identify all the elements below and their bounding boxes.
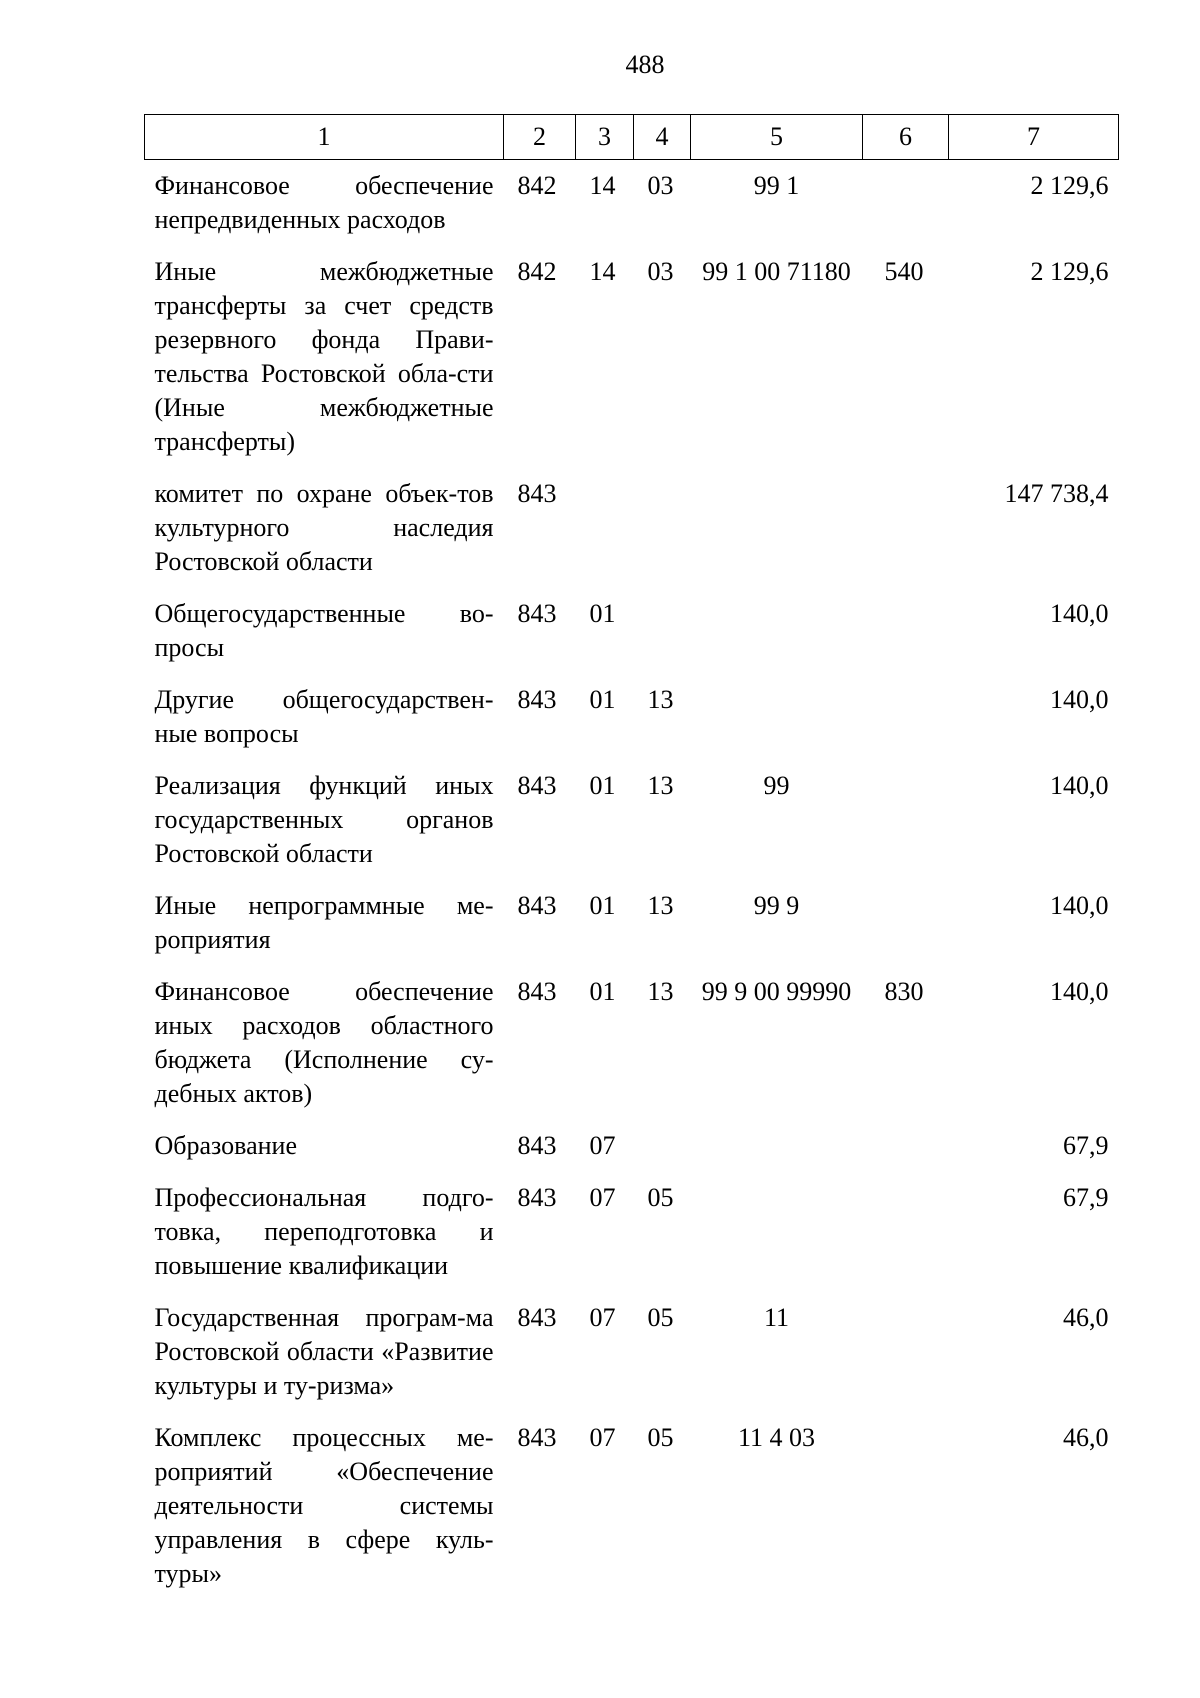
row-amount: 2 129,6	[1030, 171, 1109, 200]
row-amount: 2 129,6	[1030, 257, 1109, 286]
row-section-code: 14	[589, 171, 616, 200]
table-row	[145, 588, 1119, 674]
budget-table	[144, 114, 1119, 1600]
row-section-code: 01	[589, 599, 616, 628]
column-header-1: 1	[145, 115, 504, 160]
row-target-article-code: 99	[763, 771, 790, 800]
table-row	[145, 1120, 1119, 1172]
row-expense-type-code: 830	[884, 977, 924, 1006]
row-section-code: 01	[589, 977, 616, 1006]
row-ministry-code: 843	[517, 977, 557, 1006]
row-name: Другие общегосударствен-ные вопросы	[154, 685, 494, 748]
row-amount: 46,0	[1063, 1423, 1109, 1452]
row-target-article-code: 11	[763, 1303, 790, 1332]
column-header-6: 6	[863, 115, 949, 160]
row-target-article-code: 99 1	[753, 171, 800, 200]
row-ministry-code: 843	[517, 479, 557, 508]
row-ministry-code: 843	[517, 1131, 557, 1160]
row-name: Финансовое обеспечение непредвиденных расходов	[154, 171, 494, 234]
row-subsection-code	[634, 588, 691, 674]
row-ministry-code: 843	[517, 771, 557, 800]
row-expense-type-code	[863, 1412, 949, 1600]
row-section-code	[576, 468, 634, 588]
column-header-7: 7	[949, 115, 1119, 160]
row-amount: 140,0	[1050, 771, 1109, 800]
row-expense-type-code	[863, 1172, 949, 1292]
page-number: 488	[625, 50, 665, 79]
row-name: Общегосударственные во-просы	[154, 599, 494, 662]
row-section-code: 07	[589, 1423, 616, 1452]
row-section-code: 14	[589, 257, 616, 286]
row-name: Государственная програм-ма Ростовской области «Развитие культуры и ту-ризма»	[154, 1303, 494, 1400]
row-amount: 140,0	[1050, 977, 1109, 1006]
row-subsection-code: 05	[647, 1303, 674, 1332]
row-subsection-code: 13	[647, 891, 674, 920]
row-subsection-code	[634, 468, 691, 588]
row-ministry-code: 842	[517, 171, 557, 200]
column-header-2: 2	[504, 115, 576, 160]
row-amount: 140,0	[1050, 891, 1109, 920]
row-section-code: 01	[589, 771, 616, 800]
row-target-article-code	[691, 1172, 863, 1292]
row-expense-type-code	[863, 160, 949, 247]
row-target-article-code: 11 4 03	[737, 1423, 816, 1452]
row-name: Образование	[154, 1131, 298, 1160]
row-target-article-code: 99 1 00 71180	[702, 257, 851, 286]
row-target-article-code	[691, 674, 863, 760]
row-amount: 67,9	[1063, 1131, 1109, 1160]
row-amount: 67,9	[1063, 1183, 1109, 1212]
row-target-article-code	[691, 588, 863, 674]
row-section-code: 07	[589, 1183, 616, 1212]
row-ministry-code: 843	[517, 685, 557, 714]
row-name: Реализация функций иных государственных органов Ростовской области	[154, 771, 494, 868]
row-section-code: 01	[589, 685, 616, 714]
row-ministry-code: 843	[517, 1183, 557, 1212]
table-row	[145, 1292, 1119, 1412]
table-header-row	[145, 115, 1119, 160]
table-row	[145, 1172, 1119, 1292]
table-row	[145, 1412, 1119, 1600]
row-subsection-code: 13	[647, 685, 674, 714]
row-ministry-code: 842	[517, 257, 557, 286]
row-ministry-code: 843	[517, 1303, 557, 1332]
column-header-5: 5	[691, 115, 863, 160]
row-subsection-code: 03	[647, 257, 674, 286]
column-header-4: 4	[634, 115, 691, 160]
row-expense-type-code: 540	[884, 257, 924, 286]
row-amount: 147 738,4	[1004, 479, 1109, 508]
row-ministry-code: 843	[517, 599, 557, 628]
row-ministry-code: 843	[517, 891, 557, 920]
table-row	[145, 468, 1119, 588]
row-target-article-code: 99 9	[753, 891, 800, 920]
row-name: Финансовое обеспечение иных расходов областного бюджета (Исполнение су-дебных актов)	[154, 977, 494, 1108]
row-subsection-code: 13	[647, 771, 674, 800]
row-expense-type-code	[863, 1292, 949, 1412]
row-section-code: 01	[589, 891, 616, 920]
row-target-article-code	[691, 1120, 863, 1172]
row-amount: 140,0	[1050, 599, 1109, 628]
row-name: комитет по охране объек-тов культурного наследия Ростовской области	[154, 479, 494, 576]
row-ministry-code: 843	[517, 1423, 557, 1452]
row-subsection-code	[634, 1120, 691, 1172]
row-expense-type-code	[863, 760, 949, 880]
row-target-article-code: 99 9 00 99990	[701, 977, 852, 1006]
row-expense-type-code	[863, 588, 949, 674]
row-name: Иные межбюджетные трансферты за счет средств резервного фонда Прави-тельства Ростовской обла-сти (Иные межбюджетные трансферты)	[154, 257, 494, 456]
column-header-3: 3	[576, 115, 634, 160]
table-body	[145, 160, 1119, 1601]
row-subsection-code: 03	[647, 171, 674, 200]
table-row	[145, 880, 1119, 966]
row-expense-type-code	[863, 1120, 949, 1172]
row-name: Профессиональная подго-товка, переподготовка и повышение квалификации	[154, 1183, 494, 1280]
row-name: Комплекс процессных ме-роприятий «Обеспечение деятельности системы управления в сфере куль-туры»	[154, 1423, 494, 1588]
row-section-code: 07	[589, 1131, 616, 1160]
row-target-article-code	[691, 468, 863, 588]
row-expense-type-code	[863, 880, 949, 966]
table-row	[145, 674, 1119, 760]
row-name: Иные непрограммные ме-роприятия	[154, 891, 494, 954]
row-section-code: 07	[589, 1303, 616, 1332]
table-row	[145, 246, 1119, 468]
row-subsection-code: 13	[647, 977, 674, 1006]
row-amount: 46,0	[1063, 1303, 1109, 1332]
table-row	[145, 966, 1119, 1120]
row-amount: 140,0	[1050, 685, 1109, 714]
row-subsection-code: 05	[647, 1423, 674, 1452]
table-row	[145, 160, 1119, 247]
row-expense-type-code	[863, 468, 949, 588]
row-subsection-code: 05	[647, 1183, 674, 1212]
row-expense-type-code	[863, 674, 949, 760]
table-row	[145, 760, 1119, 880]
